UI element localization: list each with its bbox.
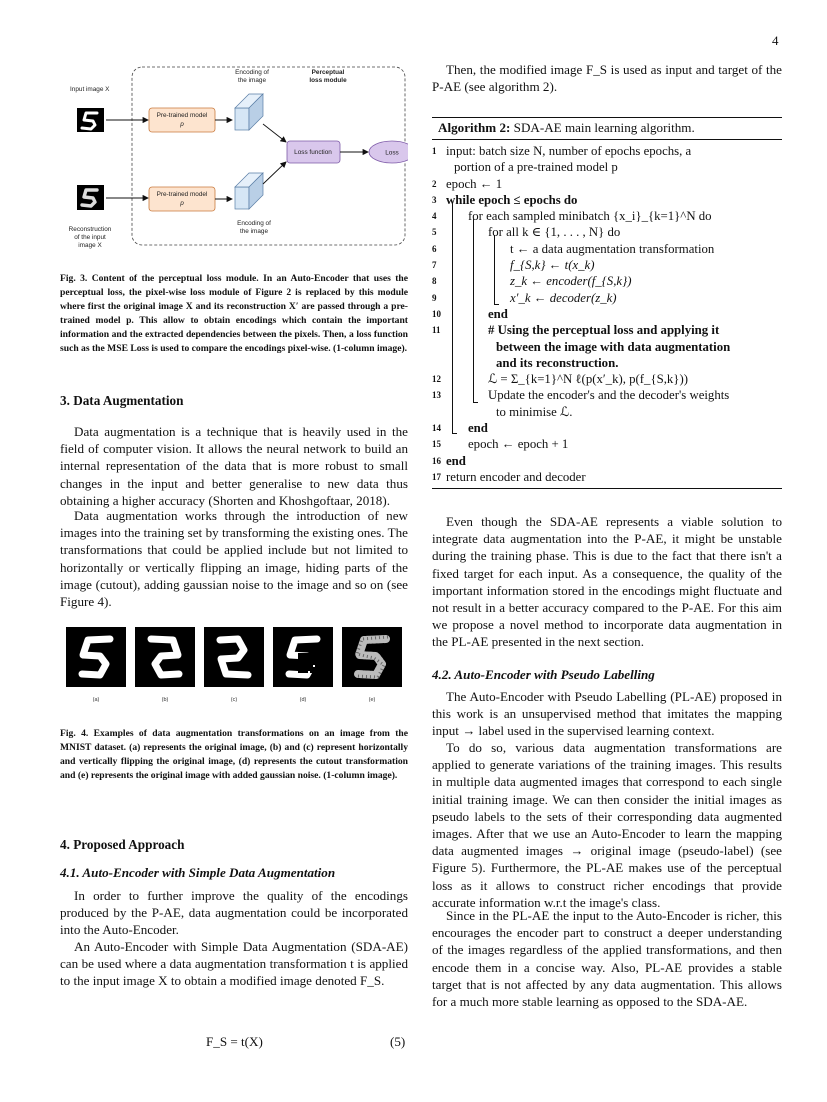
paragraph-after-algorithm: Even though the SDA-AE represents a viable solution to integrate data augmentation into the P-AE, it might be unstable during the training phase. This is due to the fact that there isn't a fixed target for each input. As a consequence, the quality of the important information stored in the encodings might fluctuate and not result in a better accuracy compared to the P-AE. For this aim we propose a novel method to incorporate data augmentation in the PL-AE presented in the next section. [432,514,782,650]
section-3-title: 3. Data Augmentation [60,393,184,408]
encoding-bottom-label-2: the image [239,228,269,235]
module-label-2: loss module [309,77,347,84]
algo-line-12: ℒ = Σ_{k=1}^N ℓ(p(x′_k), p(f_{S,k})) [488,372,688,387]
algo-line-11c: and its reconstruction. [496,355,619,370]
label-d: (d) [299,697,307,703]
intro-paragraph: Then, the modified image F_S is used as input and target of the P-AE (see algorithm 2). [432,62,782,95]
model-label-top: Pre-trained model [156,112,208,119]
model-label-bottom: Pre-trained model [156,191,208,198]
figure-4-caption: Fig. 4. Examples of data augmentation transformations on an image from the MNIST dataset. (a) represents the original image, (b) and (c) represent horizontally and vertically flipping the original image, (d) represents the cutout transformation and (e) represents the original image with added gaussian noise. (1-column image). [60,728,408,781]
recon-label-3: image X [78,242,102,249]
digit-original [66,627,126,687]
algorithm-2: Algorithm 2: SDA-AE main learning algorithm. 1 input: batch size N, number of epochs epochs, a portion of a pre-trained model p 2 epoch ← 1 3 while epoch ≤ epochs do 4 for each sampled minibatch {x_i}_{k=1}^N do 5 for all k ∈ {1, . . . , N} do 6 t ← a data augmentation transformation 7 f_{S,k} ← t(x_k) 8 z_k ← encoder(f_{S,k}) 9 x′_k ← decoder(z_k) 10 end 11 # Using the perceptual loss and applying it between the image with data augmentation and its reconstruction. 12 ℒ = Σ_{k=1}^N ℓ(p(x′_k), p(f_{S,k})) 13 Update the encoder's and the decoder's weights to minimise ℒ. 14 end 15 epoch ← epoch + 1 16 end 17 return encoder and decoder [432,117,782,489]
algorithm-title: Algorithm 2: SDA-AE main learning algorithm. [438,120,695,135]
reconstruction-digit-image [77,185,104,210]
algo-line-3: while epoch ≤ epochs do [446,192,578,207]
section-4-1-paragraph-2: An Auto-Encoder with Simple Data Augmentation (SDA-AE) can be used where a data augmentation transformation t is applied to the input image X to obtain a modified image denoted F_S. [60,939,408,989]
algo-line-7: f_{S,k} ← t(x_k) [510,258,595,273]
equation-5-number: (5) [390,1034,406,1049]
label-c: (c) [230,697,238,703]
algo-line-6: t ← a data augmentation transformation [510,241,715,256]
algo-line-15: epoch ← epoch + 1 [468,437,569,452]
algo-line-11b: between the image with data augmentation [496,339,731,354]
encoding-cube-top [235,94,263,130]
algo-line-2: epoch ← 1 [446,176,503,191]
section-4-title: 4. Proposed Approach [60,837,185,852]
subsection-4-2-title: 4.2. Auto-Encoder with Pseudo Labelling [432,667,655,682]
algo-line-4: for each sampled minibatch {x_i}_{k=1}^N do [468,209,712,224]
algo-line-1b: portion of a pre-trained model p [454,160,618,175]
digit-vertical-flip [204,627,264,687]
section-4-2-paragraph-1: The Auto-Encoder with Pseudo Labelling (PL-AE) proposed in this work is an unsupervised method that imitates the mapping input → label used in the supervised learning context. [432,689,782,739]
model-p-bottom: p [180,200,184,207]
encoding-bottom-label-1: Encoding of [237,220,271,227]
digit-cutout [273,627,333,687]
figure-4 [66,627,402,707]
figure-3-caption: Fig. 3. Content of the perceptual loss module. In an Auto-Encoder that uses the perceptual loss, the pixel-wise loss module of Figure 2 is replaced by this module where first the original image X and its reconstruction X′ are passed through a pre-trained model p. This allow to obtain encodings which contain the important information and the extracted dependencies between the pixels. Then, a loss function such as the MSE Loss is used to compare the encodings pixel-wise. (1-column image). [60,273,408,354]
equation-5: F_S = t(X) [206,1034,263,1049]
algo-line-11: # Using the perceptual loss and applying it [488,323,720,338]
input-label: Input image X [70,86,110,93]
recon-label-2: of the input [74,234,106,241]
module-label-1: Perceptual [311,69,345,76]
section-3-paragraph-2: Data augmentation works through the introduction of new images into the training set by transforming the existing ones. The transformations that could be applied include but not limited to horizontally or vertically flipping an image, hiding parts of the image (cutout), adding gaussian noise to the image and so on (see Figure 4). [60,508,408,610]
subsection-4-1-title: 4.1. Auto-Encoder with Simple Data Augmentation [60,865,336,880]
algo-line-13b: to minimise ℒ. [496,404,573,419]
algo-line-13: Update the encoder's and the decoder's weights [488,388,730,403]
algo-line-5: for all k ∈ {1, . . . , N} do [488,225,621,240]
algo-line-17: return encoder and decoder [446,469,586,484]
model-p-top: p [180,121,184,128]
page-number: 4 [772,33,779,48]
label-a: (a) [92,697,100,703]
section-4-2-paragraph-3: Since in the PL-AE the input to the Auto-Encoder is richer, this encourages the encoder part to construct a deeper understanding of the images regardless of the applied transformations, and then encode them in a concise way. Also, PL-AE provides a stable target that is not affected by any data augmentation. This allows for a much more stable learning as opposed to the SDA-AE. [432,908,782,1010]
label-e: (e) [368,697,376,703]
algo-line-8: z_k ← encoder(f_{S,k}) [510,274,632,289]
section-3-paragraph-1: Data augmentation is a technique that is heavily used in the field of computer vision. It allows the neural network to build an internal representation of the data that is more robust to small changes in the input and better generalise to new data thus obtaining a higher accuracy (Shorten and Khoshgoftaar, 2018). [60,424,408,508]
input-digit-image [77,108,104,132]
loss-function-label: Loss function [294,149,332,156]
section-4-2-paragraph-2: To do so, various data augmentation transformations are applied to generate variations of the training images. This results in multiple data augmented images that correspond to each single initial training image. We can then consider the initial images as pseudo labels to the sets of their corresponding data augmented images. After that we use an Auto-Encoder to learn the mapping data augmented images → original image (pseudo-label) (see Figure 5). Furthermore, the PL-AE makes use of the perceptual loss as it allows to construct richer encodings that provide accurate information w.r.t the image's class. [432,740,782,910]
loss-label: Loss [385,149,399,157]
algo-line-1: input: batch size N, number of epochs epochs, a [446,144,692,158]
algo-line-10: end [488,306,508,321]
digit-gaussian-noise [342,627,402,687]
algo-line-16: end [446,453,466,468]
algo-line-14: end [468,421,488,436]
section-4-1-paragraph-1: In order to further improve the quality of the encodings produced by the P-AE, data augmentation could be incorporated into the Auto-Encoder. [60,888,408,938]
perceptual-module-boundary [132,67,405,245]
encoding-top-label-1: Encoding of [235,69,269,76]
encoding-cube-bottom [235,173,263,209]
digit-horizontal-flip [135,627,195,687]
recon-label-1: Reconstruction [68,226,112,233]
figure-3-diagram [60,66,408,256]
encoding-top-label-2: the image [237,77,267,84]
algo-line-9: x′_k ← decoder(z_k) [510,290,617,305]
label-b: (b) [161,697,169,703]
